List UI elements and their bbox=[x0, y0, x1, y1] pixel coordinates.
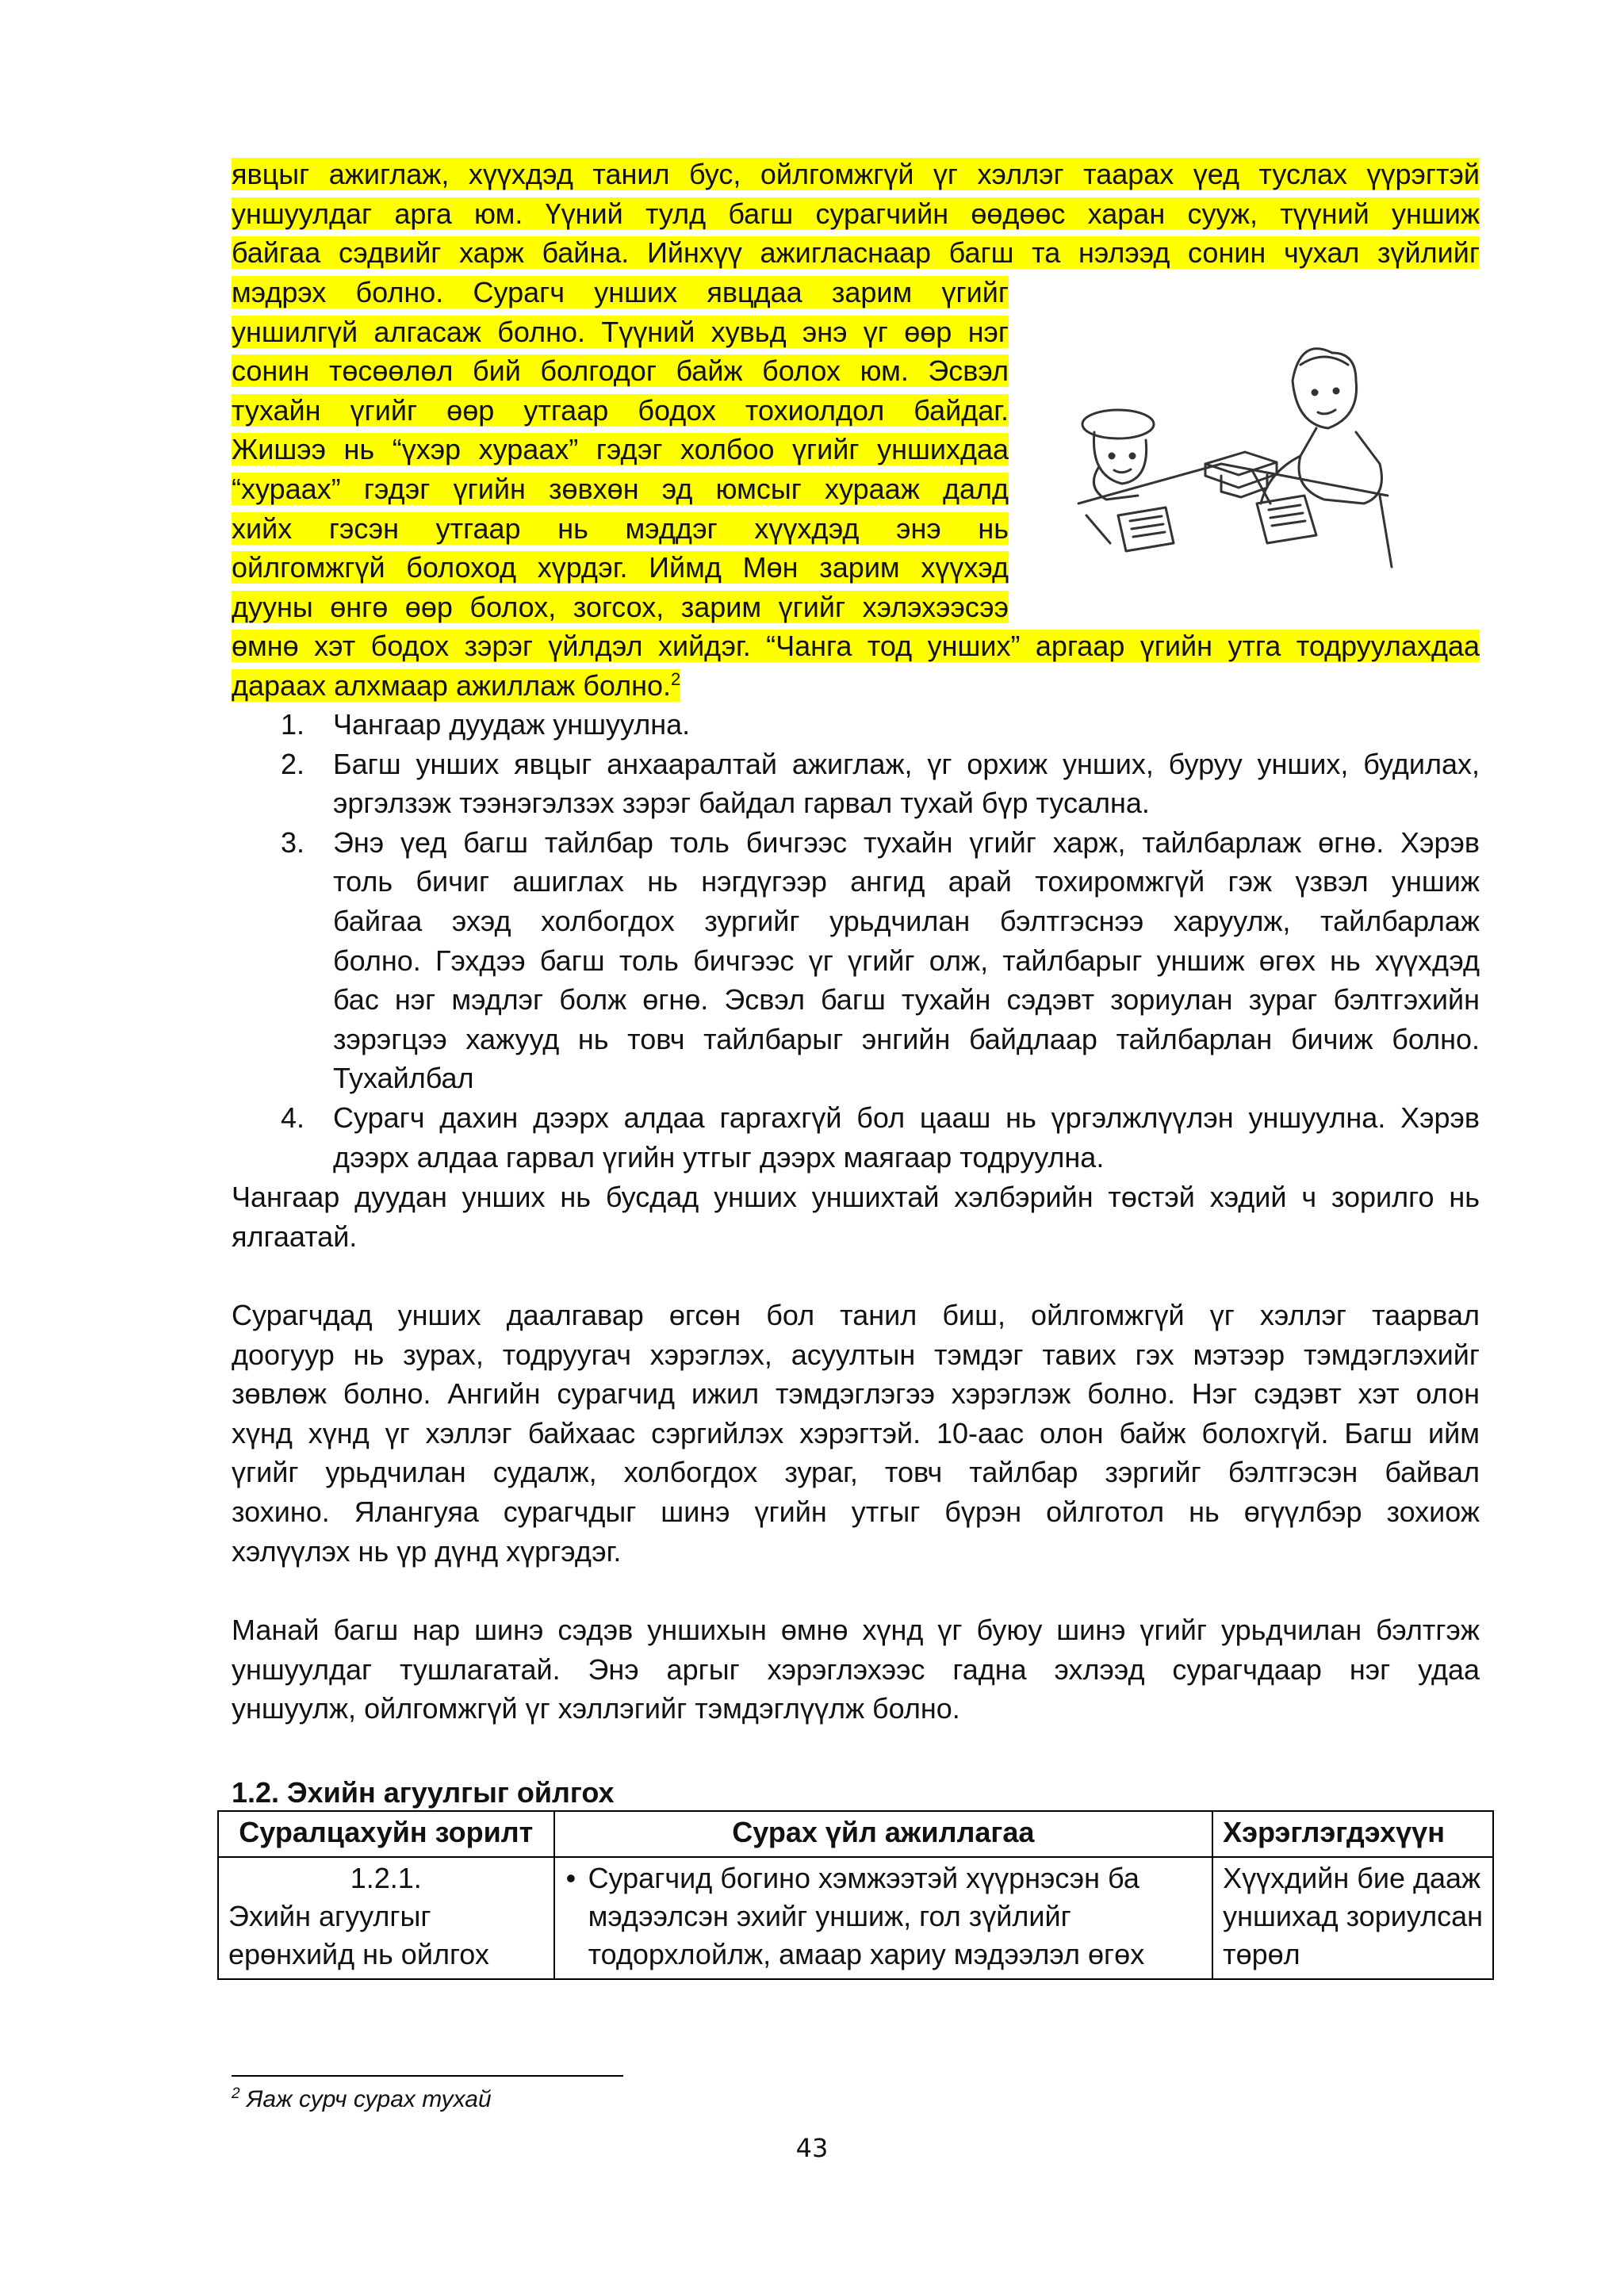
footnote-text: Яаж сурч сурах тухай bbox=[246, 2086, 492, 2112]
paragraph-line: Манай багш нар шинэ сэдэв уншихын өмнө хүнд үг буюу шинэ үгийг урьдчилан бэлтгэж bbox=[232, 1614, 1480, 1646]
intro-line: уншуулдаг арга юм. Үүний тулд багш сурагчийн өөдөөс харан сууж, түүний уншиж bbox=[232, 197, 1480, 230]
list-line: толь бичиг ашиглах нь нэгдүгээр ангид арай тохиромжгүй гэж үзвэл уншиж bbox=[333, 865, 1480, 898]
table-header-material: Хэрэглэгдэхүүн bbox=[1212, 1811, 1493, 1857]
list-item bbox=[232, 745, 1480, 823]
list-line: Сурагч дахин дээрх алдаа гаргахгүй бол цааш нь үргэлжлүүлэн уншуулна. Хэрэв bbox=[333, 1101, 1480, 1134]
table-cell-material: Хүүхдийн бие дааж уншихад зориулсан төрөл bbox=[1212, 1857, 1493, 1979]
list-line: дээрх алдаа гарвал үгийн утгыг дээрх маягаар тодруулна. bbox=[333, 1140, 1105, 1174]
activity-bullet: • Сурагчид богино хэмжээтэй хүүрнэсэн ба мэдээлсэн эхийг уншиж, гол зүйлийг тодорхлойлж, амаар хариу мэдээлэл өгөх bbox=[565, 1859, 1203, 1974]
list-line: байгаа эхэд холбогдох зургийг урьдчилан бэлтгэснээ харуулж, тайлбарлаж bbox=[333, 904, 1480, 937]
list-line: Чангаар дуудаж уншуулна. bbox=[333, 708, 691, 741]
wrap-line: тухайн үгийг өөр утгаар бодох тохиолдол байдаг. bbox=[232, 393, 1009, 427]
table-row bbox=[218, 1857, 1493, 1979]
wrap-line: ойлгомжгүй болоход хүрдэг. Иймд Мөн зарим хүүхэд bbox=[232, 551, 1009, 584]
paragraph-line: доогуур нь зурах, тодруугач хэрэглэх, асуултын тэмдэг тавих гэх мэтээр тэмдэглэхийг bbox=[232, 1338, 1480, 1371]
paragraph-line: хүнд хүнд үг хэллэг байхаас сэргийлэх хэрэгтэй. 10-аас олон байж болохгүй. Багш ийм bbox=[232, 1416, 1480, 1449]
paragraph-line: хэлүүлэх нь үр дүнд хүргэдэг. bbox=[232, 1534, 622, 1568]
section-title: 1.2. Эхийн агуулгыг ойлгох bbox=[232, 1776, 615, 1809]
footnote-number: 2 bbox=[232, 2085, 240, 2102]
list-line: зэрэгцээ хажууд нь товч тайлбарыг энгийн байдлаар тайлбарлан бичиж болно. bbox=[333, 1022, 1480, 1055]
table-header-row bbox=[218, 1811, 1493, 1857]
curriculum-table bbox=[217, 1810, 1494, 1980]
list-line: Энэ үед багш тайлбар толь бичгээс тухайн үгийг харж, тайлбарлаж өгнө. Хэрэв bbox=[333, 825, 1480, 859]
paragraph-line: уншуулж, ойлгомжгүй үг хэллэгийг тэмдэглүүлж болно. bbox=[232, 1692, 960, 1725]
list-line: бас нэг мэдлэг болж өгнө. Эсвэл багш тухайн сэдэвт зориулан зураг бэлтгэхийн bbox=[333, 983, 1480, 1017]
list-line: эргэлзэж тээнэгэлзэх зэрэг байдал гарвал тухай бүр тусална. bbox=[333, 787, 1150, 820]
paragraph-line: зохино. Ялангуяа сурагчдыг шинэ үгийн утгыг бүрэн ойлготол нь өгүүлбэр зохиож bbox=[232, 1495, 1480, 1528]
paragraph-1 bbox=[232, 1177, 1480, 1256]
wrap-line: сонин төсөөлөл бий болгодог байж болох юм. Эсвэл bbox=[232, 354, 1009, 388]
footnote bbox=[232, 2085, 492, 2113]
list-item bbox=[232, 823, 1480, 1098]
paragraph-line: Сурагчдад унших даалгавар өгсөн бол танил биш, ойлгомжгүй үг хэллэг таарвал bbox=[232, 1299, 1480, 1331]
list-line: Багш унших явцыг анхааралтай ажиглаж, үг орхиж унших, буруу унших, будилах, bbox=[333, 747, 1480, 780]
list-line: болно. Гэхдээ багш толь бичгээс үг үгийг олж, тайлбарыг уншиж өгөх нь хүүхдэд bbox=[333, 944, 1480, 977]
wrap-line: Жишээ нь “үхэр хураах” гэдэг холбоо үгийг уншихдаа bbox=[232, 433, 1009, 466]
wrapped-text bbox=[232, 273, 1009, 626]
table-cell-activity bbox=[554, 1857, 1213, 1979]
goal-code: 1.2.1. bbox=[350, 1862, 422, 1894]
page-number: 43 bbox=[795, 2133, 829, 2163]
paragraph-line: зөвлөж болно. Ангийн сурагчид ижил тэмдэглэгээ хэрэглэж болно. Нэг сэдэвт хэт олон bbox=[232, 1377, 1480, 1411]
wrap-line: мэдрэх болно. Сурагч унших явцдаа зарим үгийг bbox=[232, 276, 1009, 308]
list-item bbox=[232, 705, 1480, 745]
intro-paragraph bbox=[232, 155, 1480, 273]
list-number: 3. bbox=[281, 825, 305, 859]
teacher-student-illustration bbox=[1063, 305, 1404, 599]
intro-line: байгаа сэдвийг харж байна. Ийнхүү ажигласнаар багш та нэлээд сонин чухал зүйлийг bbox=[232, 236, 1480, 270]
wrap-line: хийх гэсэн утгаар нь мэддэг хүүхдэд энэ нь bbox=[232, 511, 1009, 545]
list-number: 2. bbox=[281, 747, 305, 780]
paragraph-3 bbox=[232, 1610, 1480, 1729]
list-line: Тухайлбал bbox=[333, 1062, 474, 1095]
paragraph-line: ялгаатай. bbox=[232, 1220, 358, 1253]
numbered-list bbox=[232, 705, 1480, 1177]
list-item bbox=[232, 1098, 1480, 1177]
goal-text: Эхийн агуулгыг ерөнхийд нь ойлгох bbox=[228, 1900, 489, 1970]
after-wrap-paragraph bbox=[232, 626, 1480, 705]
list-number: 1. bbox=[281, 708, 305, 741]
after-wrap-line: дараах алхмаар ажиллаж болно.$^2$ bbox=[232, 668, 681, 702]
table-header-activity: Сурах үйл ажиллагаа bbox=[554, 1811, 1213, 1857]
footnote-divider bbox=[232, 2075, 623, 2077]
wrap-line: дууны өнгө өөр болох, зогсох, зарим үгийг хэлэхээсээ bbox=[232, 590, 1009, 623]
footnote-ref: 2 bbox=[671, 668, 681, 689]
wrap-line: уншилгүй алгасаж болно. Түүний хувьд энэ үг өөр нэг bbox=[232, 315, 1009, 348]
table-header-goal: Суралцахуйн зорилт bbox=[218, 1811, 554, 1857]
wrap-line: “хураах” гэдэг үгийн зөвхөн эд юмсыг хурааж далд bbox=[232, 472, 1009, 505]
after-wrap-line: өмнө хэт бодох зэрэг үйлдэл хийдэг. “Чанга тод унших” аргаар үгийн утга тодруулахдаа bbox=[232, 630, 1480, 662]
paragraph-line: уншуулдаг тушлагатай. Энэ аргыг хэрэглэхээс гадна эхлээд сурагчдаар нэг удаа bbox=[232, 1652, 1480, 1686]
paragraph-line: Чангаар дуудан унших нь бусдад унших уншихтай хэлбэрийн төстэй хэдий ч зорилго нь bbox=[232, 1181, 1480, 1213]
intro-line: явцыг ажиглаж, хүүхдэд танил бус, ойлгомжгүй үг хэллэг таарах үед туслах үүрэгтэй bbox=[232, 158, 1480, 190]
list-number: 4. bbox=[281, 1101, 305, 1134]
paragraph-2 bbox=[232, 1296, 1480, 1571]
table-cell-goal bbox=[218, 1857, 554, 1979]
paragraph-line: үгийг урьдчилан судалж, холбогдох зураг, товч тайлбар зэргийг бэлтгэсэн байвал bbox=[232, 1456, 1480, 1489]
